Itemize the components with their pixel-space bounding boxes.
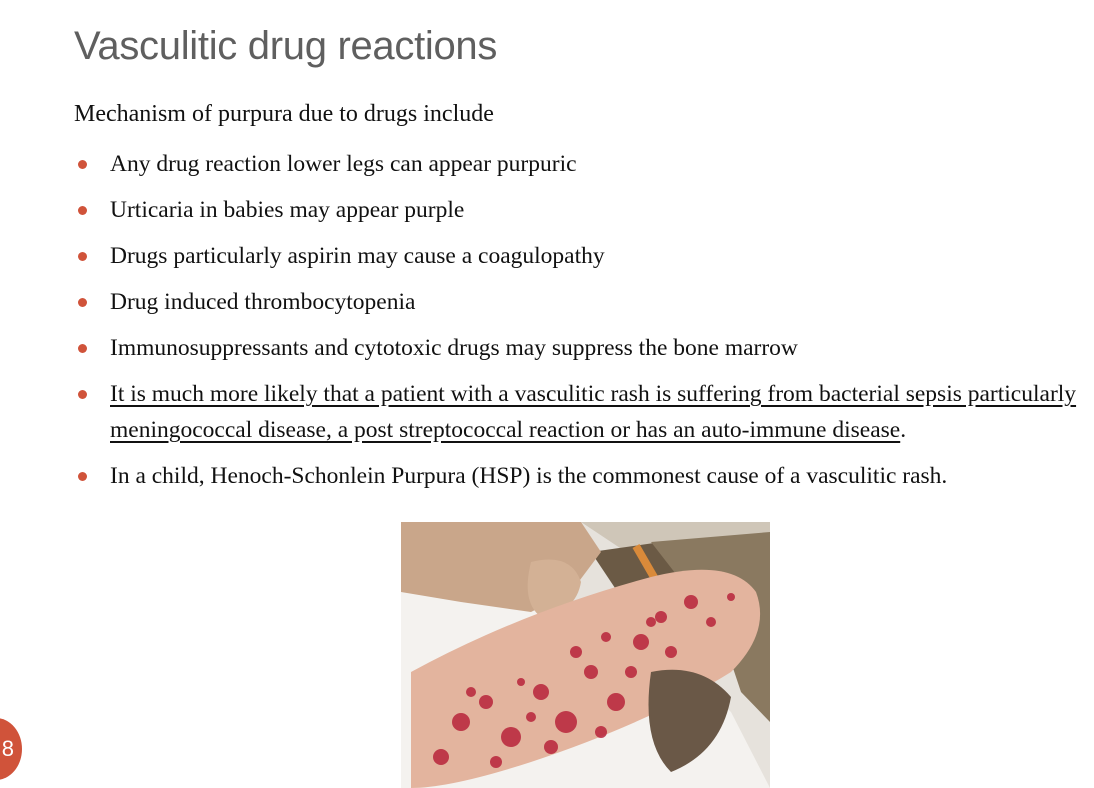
bullet-suffix: . [900, 417, 907, 443]
bullet-item [74, 330, 1084, 366]
bullet-text: Drug induced thrombocytopenia [110, 289, 416, 315]
bullet-text: Drugs particularly aspirin may cause a coagulopathy [110, 243, 605, 269]
bullet-dot-icon [78, 298, 87, 307]
bullet-text: Immunosuppressants and cytotoxic drugs may suppress the bone marrow [110, 335, 798, 361]
bullet-item [74, 192, 1084, 228]
intro-text: Mechanism of purpura due to drugs include [74, 101, 494, 127]
bullet-item [74, 376, 1084, 448]
bullet-text: In a child, Henoch-Schonlein Purpura (HSP) is the commonest cause of a vasculitic rash. [110, 463, 948, 489]
bullet-dot-icon [78, 206, 87, 215]
bullet-dot-icon [78, 252, 87, 261]
bullet-dot-icon [78, 160, 87, 169]
bullet-item [74, 458, 1084, 494]
bullet-dot-icon [78, 390, 87, 399]
bullet-item [74, 284, 1084, 320]
page-number-badge: 8 [0, 718, 22, 780]
bullet-text: Any drug reaction lower legs can appear purpuric [110, 151, 577, 177]
bullet-item [74, 238, 1084, 274]
bullet-text: Urticaria in babies may appear purple [110, 197, 465, 223]
purpura-rash-photo [401, 522, 770, 788]
slide-title: Vasculitic drug reactions [74, 24, 498, 68]
bullet-item [74, 146, 1084, 182]
bullet-text-underlined: It is much more likely that a patient with a vasculitic rash is suffering from bacterial sepsis particularly meningococcal disease, a post streptococcal reaction or has an auto-immune disease [110, 381, 1077, 443]
bullet-dot-icon [78, 344, 87, 353]
bullet-dot-icon [78, 472, 87, 481]
bullet-list [74, 146, 1084, 504]
